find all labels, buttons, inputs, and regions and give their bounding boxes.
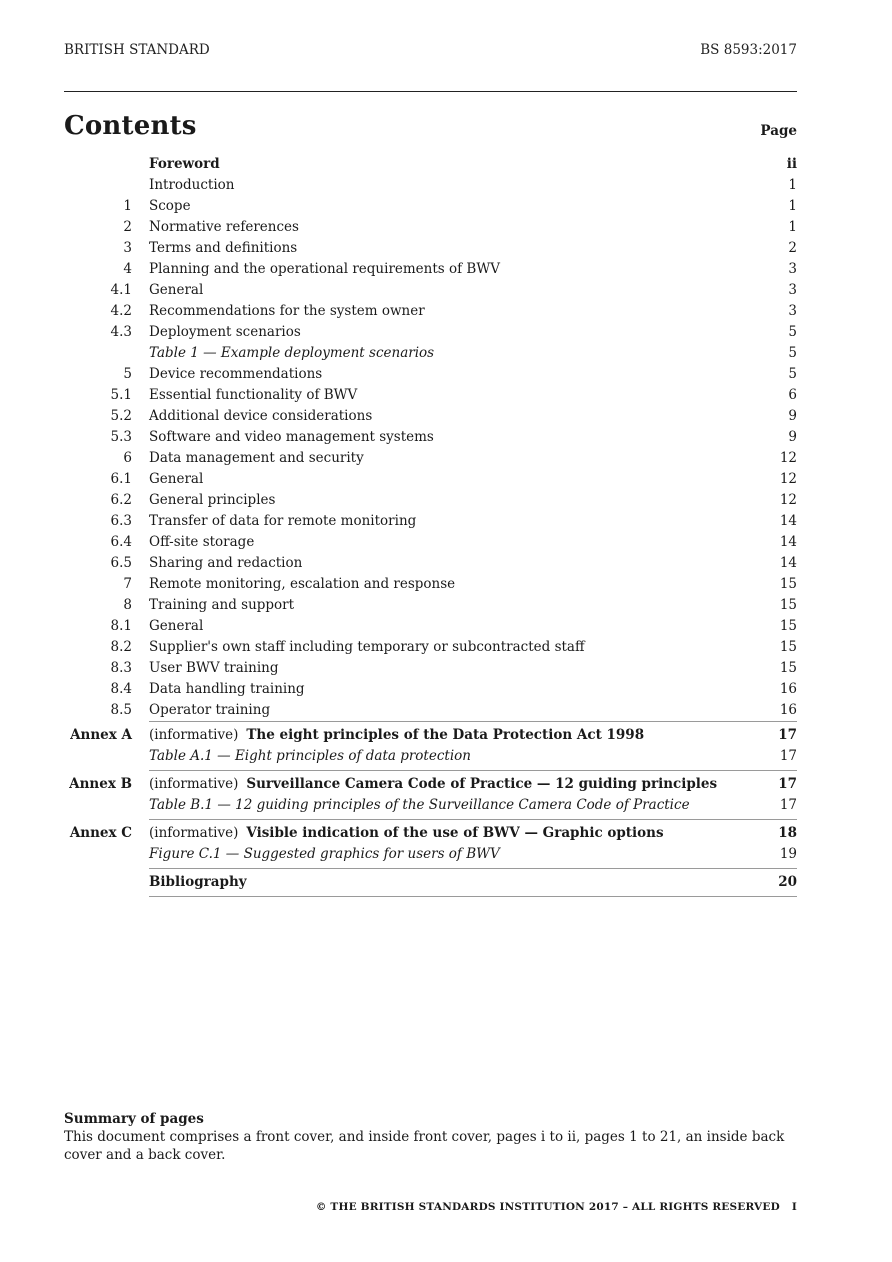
- toc-page-number: 16: [779, 681, 797, 697]
- toc-entry-label: Additional device considerations: [149, 408, 373, 424]
- toc-annex-sub-label: Table A.1 — Eight principles of data protection: [149, 748, 471, 764]
- toc-page-number: 15: [779, 639, 797, 655]
- toc-page-number: 12: [779, 450, 797, 466]
- toc-clause-number: 5.3: [110, 429, 132, 445]
- toc-page-number: 5: [788, 345, 797, 361]
- toc-row[interactable]: [64, 490, 797, 511]
- toc-row[interactable]: [64, 679, 797, 700]
- footer-copyright: © THE BRITISH STANDARDS INSTITUTION 2017 – ALL RIGHTS RESERVED: [315, 1201, 780, 1213]
- toc-clause-number: 8: [123, 597, 132, 613]
- toc-entry-label: Data management and security: [149, 450, 364, 466]
- toc-clause-number: 3: [123, 240, 132, 256]
- toc-annex-page: 17: [778, 727, 797, 743]
- toc-row[interactable]: [64, 574, 797, 595]
- toc-bibliography-label: Bibliography: [149, 874, 247, 890]
- header-rule: [64, 91, 797, 92]
- toc-row[interactable]: [64, 175, 797, 196]
- toc-annex-number: Annex B: [69, 776, 132, 792]
- toc-row[interactable]: [64, 595, 797, 616]
- page-header: [64, 42, 797, 58]
- toc-annex-row[interactable]: [69, 774, 797, 795]
- toc-entry-label: Off-site storage: [149, 534, 255, 550]
- toc-entry-label: Terms and definitions: [149, 240, 298, 256]
- toc-page-number: 1: [788, 198, 797, 214]
- annex-a-block: [70, 721, 797, 770]
- toc-page-number: 15: [779, 576, 797, 592]
- toc-annex-sub-page: 17: [779, 748, 797, 764]
- toc-row[interactable]: [64, 532, 797, 553]
- toc-annex-sub-row[interactable]: [149, 795, 797, 816]
- toc-entry-label: Essential functionality of BWV: [149, 387, 358, 403]
- footer-page-number: I: [791, 1201, 797, 1213]
- toc-annex-title: The eight principles of the Data Protection Act 1998: [246, 727, 645, 743]
- toc-clause-number: 6.1: [110, 471, 132, 487]
- toc-clause-number: 8.3: [110, 660, 132, 676]
- toc-clause-number: 8.1: [110, 618, 132, 634]
- toc-clause-number: 6: [123, 450, 132, 466]
- page-footer: [316, 1201, 797, 1213]
- toc-row[interactable]: [64, 469, 797, 490]
- toc-page-number: 16: [779, 702, 797, 718]
- toc-main-entries: [64, 154, 797, 721]
- toc-page-number: 5: [788, 324, 797, 340]
- annex-b-block: [69, 770, 797, 819]
- toc-row[interactable]: [64, 154, 797, 175]
- toc-page-number: 15: [779, 660, 797, 676]
- toc-row[interactable]: [64, 217, 797, 238]
- toc-annex-title: Visible indication of the use of BWV — Graphic options: [246, 825, 664, 841]
- toc-page-number: 2: [788, 240, 797, 256]
- toc-page-number: 3: [788, 282, 797, 298]
- toc-page-number: 5: [788, 366, 797, 382]
- toc-clause-number: 1: [123, 198, 132, 214]
- toc-entry-label: General: [149, 618, 204, 634]
- toc-annex-sub-label: Table B.1 — 12 guiding principles of the Surveillance Camera Code of Practice: [149, 797, 690, 813]
- toc-row[interactable]: [64, 700, 797, 721]
- toc-clause-number: 6.3: [110, 513, 132, 529]
- toc-clause-number: 8.2: [110, 639, 132, 655]
- toc-row[interactable]: [64, 637, 797, 658]
- toc-clause-number: 2: [123, 219, 132, 235]
- toc-page-number: 3: [788, 261, 797, 277]
- toc-clause-number: 5.1: [110, 387, 132, 403]
- toc-row[interactable]: [64, 259, 797, 280]
- toc-page-number: ii: [786, 156, 797, 172]
- toc-annex-qualifier: (informative): [149, 776, 239, 792]
- toc-clause-number: 4.2: [110, 303, 132, 319]
- toc-row[interactable]: [64, 406, 797, 427]
- toc-row[interactable]: [64, 658, 797, 679]
- toc-page-number: 12: [779, 471, 797, 487]
- toc-annex-row[interactable]: [70, 725, 797, 746]
- toc-annex-sub-page: 19: [779, 846, 797, 862]
- toc-row[interactable]: [64, 616, 797, 637]
- toc-row[interactable]: [64, 301, 797, 322]
- toc-clause-number: 4.3: [110, 324, 132, 340]
- toc-annex-page: 18: [778, 825, 797, 841]
- annex-c-block: [69, 819, 797, 868]
- toc-annex-sub-label: Figure C.1 — Suggested graphics for users of BWV: [149, 846, 500, 862]
- toc-entry-label: Recommendations for the system owner: [149, 303, 425, 319]
- toc-entry-label: General principles: [149, 492, 276, 508]
- toc-page-number: 9: [788, 408, 797, 424]
- toc-row[interactable]: [64, 385, 797, 406]
- toc-row[interactable]: [64, 238, 797, 259]
- toc-annex-row[interactable]: [69, 823, 797, 844]
- toc-entry-label: Scope: [149, 198, 191, 214]
- toc-page-number: 15: [779, 618, 797, 634]
- toc-clause-number: 4.1: [110, 282, 132, 298]
- toc-clause-number: 8.4: [110, 681, 132, 697]
- toc-annex-number: Annex A: [70, 727, 132, 743]
- toc-entry-label: Data handling training: [149, 681, 305, 697]
- contents-title: Contents: [64, 111, 197, 141]
- toc-page-number: 14: [779, 555, 797, 571]
- toc-clause-number: 5: [123, 366, 132, 382]
- toc-bibliography-page: 20: [778, 874, 797, 890]
- toc-clause-number: 6.5: [110, 555, 132, 571]
- toc-row[interactable]: [64, 448, 797, 469]
- toc-row[interactable]: [64, 553, 797, 574]
- toc-annex-sub-page: 17: [779, 797, 797, 813]
- toc-entry-label: General: [149, 282, 204, 298]
- toc-entry-label: Device recommendations: [149, 366, 323, 382]
- table-of-contents: [64, 154, 797, 897]
- toc-clause-number: 7: [123, 576, 132, 592]
- toc-annex-page: 17: [778, 776, 797, 792]
- toc-annex-title: Surveillance Camera Code of Practice — 12 guiding principles: [246, 776, 718, 792]
- toc-entry-label: Transfer of data for remote monitoring: [149, 513, 417, 529]
- summary-title: Summary of pages: [64, 1111, 204, 1127]
- toc-clause-number: 6.2: [110, 492, 132, 508]
- toc-page-number: 14: [779, 534, 797, 550]
- toc-entry-label: Training and support: [149, 597, 295, 613]
- toc-entry-label: Planning and the operational requirements of BWV: [149, 261, 500, 277]
- toc-row[interactable]: [64, 196, 797, 217]
- toc-entry-label: Introduction: [149, 177, 235, 193]
- summary-text: This document comprises a front cover, and inside front cover, pages i to ii, pages 1 to 21, an inside back cover and a back cover.: [64, 1129, 785, 1163]
- toc-entry-label: Deployment scenarios: [149, 324, 301, 340]
- toc-annex-qualifier: (informative): [149, 825, 239, 841]
- toc-row[interactable]: [64, 364, 797, 385]
- toc-annex-number: Annex C: [69, 825, 132, 841]
- toc-entry-label: Operator training: [149, 702, 271, 718]
- toc-entry-label: Software and video management systems: [149, 429, 434, 445]
- toc-entry-label: Table 1 — Example deployment scenarios: [149, 345, 435, 361]
- toc-page-number: 14: [779, 513, 797, 529]
- toc-page-number: 1: [788, 177, 797, 193]
- toc-clause-number: 5.2: [110, 408, 132, 424]
- toc-page-number: 12: [779, 492, 797, 508]
- toc-page-number: 9: [788, 429, 797, 445]
- toc-entry-label: Remote monitoring, escalation and response: [149, 576, 456, 592]
- toc-annex-qualifier: (informative): [149, 727, 239, 743]
- header-standard-label: BRITISH STANDARD: [64, 42, 210, 58]
- toc-row[interactable]: [64, 343, 797, 364]
- toc-entry-label: General: [149, 471, 204, 487]
- toc-entry-label: User BWV training: [149, 660, 279, 676]
- toc-row[interactable]: [64, 322, 797, 343]
- toc-clause-number: 8.5: [110, 702, 132, 718]
- toc-page-number: 6: [788, 387, 797, 403]
- toc-row[interactable]: [64, 427, 797, 448]
- bibliography-block: [149, 868, 797, 897]
- toc-page-number: 3: [788, 303, 797, 319]
- header-standard-number: BS 8593:2017: [700, 42, 797, 58]
- toc-entry-label: Normative references: [149, 219, 299, 235]
- toc-page-number: 1: [788, 219, 797, 235]
- toc-entry-label: Supplier's own staff including temporary or subcontracted staff: [149, 639, 585, 655]
- toc-entry-label: Sharing and redaction: [149, 555, 303, 571]
- page-column-label: Page: [760, 123, 797, 139]
- summary-of-pages: [64, 1110, 797, 1164]
- toc-page-number: 15: [779, 597, 797, 613]
- toc-annex-sub-row[interactable]: [149, 844, 797, 865]
- toc-clause-number: 4: [123, 261, 132, 277]
- toc-row[interactable]: [64, 511, 797, 532]
- toc-row[interactable]: [64, 280, 797, 301]
- toc-clause-number: 6.4: [110, 534, 132, 550]
- toc-bibliography-row[interactable]: [149, 872, 797, 893]
- toc-annex-sub-row[interactable]: [149, 746, 797, 767]
- toc-entry-label: Foreword: [149, 156, 220, 172]
